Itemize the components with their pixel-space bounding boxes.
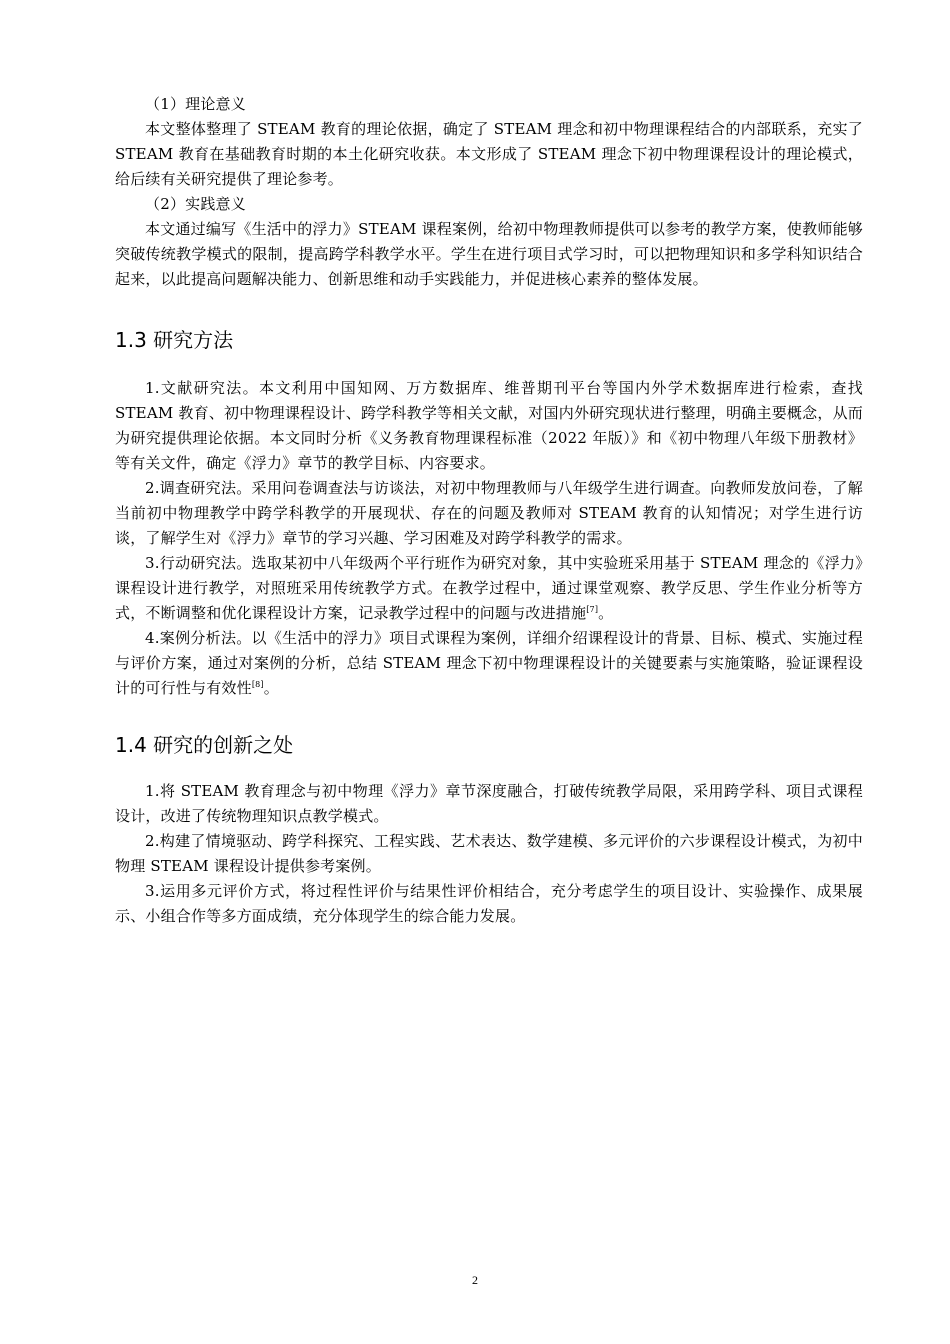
practice-significance-heading: （2）实践意义 [145,195,246,213]
method-action-research-text: 3.行动研究法。选取某初中八年级两个平行班作为研究对象，其中实验班采用基于 STEAM 理念的《浮力》课程设计进行教学，对照班采用传统教学方式。在教学过程中，通过课堂观察、教学反思、学生作业分析等方式，不断调整和优化课程设计方案，记录教学过程中的问题与改进措施 [115,554,863,622]
page-content [115,92,863,929]
innovation-item-3: 3.运用多元评价方式，将过程性评价与结果性评价相结合，充分考虑学生的项目设计、实验操作、成果展示、小组合作等多方面成绩，充分体现学生的综合能力发展。 [115,882,863,925]
section-heading-research-methods: 1.3 研究方法 [115,328,234,352]
citation-8: [8] [251,680,264,689]
method-case-study-end: 。 [263,679,279,697]
citation-7: [7] [586,605,599,614]
method-survey-paragraph: 2.调查研究法。采用问卷调查法与访谈法，对初中物理教师与八年级学生进行调查。向教师发放问卷，了解当前初中物理教学中跨学科教学的开展现状、存在的问题及教师对 STEAM 教育的认知情况；对学生进行访谈，了解学生对《浮力》章节的学习兴趣、学习困难及对跨学科教学的需求。 [115,479,863,547]
section-heading-innovations: 1.4 研究的创新之处 [115,733,294,757]
method-action-research-end: 。 [598,604,614,622]
innovation-item-1: 1.将 STEAM 教育理念与初中物理《浮力》章节深度融合，打破传统教学局限，采用跨学科、项目式课程设计，改进了传统物理知识点教学模式。 [115,782,863,825]
method-action-research-paragraph [115,551,863,626]
method-case-study-text: 4.案例分析法。以《生活中的浮力》项目式课程为案例，详细介绍课程设计的背景、目标、模式、实施过程与评价方案，通过对案例的分析，总结 STEAM 理念下初中物理课程设计的关键要素与实施策略，验证课程设计的可行性与有效性 [115,629,863,697]
theory-significance-paragraph: 本文整体整理了 STEAM 教育的理论依据，确定了 STEAM 理念和初中物理课程结合的内部联系，充实了 STEAM 教育在基础教育时期的本土化研究收获。本文形成了 STEAM 理念下初中物理课程设计的理论模式，给后续有关研究提供了理论参考。 [115,120,863,188]
innovation-item-2: 2.构建了情境驱动、跨学科探究、工程实践、艺术表达、数学建模、多元评价的六步课程设计模式，为初中物理 STEAM 课程设计提供参考案例。 [115,832,863,875]
theory-significance-heading: （1）理论意义 [145,95,246,113]
method-case-study-paragraph [115,626,863,701]
practice-significance-paragraph: 本文通过编写《生活中的浮力》STEAM 课程案例，给初中物理教师提供可以参考的教学方案，使教师能够突破传统教学模式的限制，提高跨学科教学水平。学生在进行项目式学习时，可以把物理知识和多学科知识结合起来，以此提高问题解决能力、创新思维和动手实践能力，并促进核心素养的整体发展。 [115,220,863,288]
page-number: 2 [472,1273,478,1287]
method-literature-paragraph: 1.文献研究法。本文利用中国知网、万方数据库、维普期刊平台等国内外学术数据库进行检索，查找 STEAM 教育、初中物理课程设计、跨学科教学等相关文献，对国内外研究现状进行整理，明确主要概念，从而为研究提供理论依据。本文同时分析《义务教育物理课程标准（2022 年版）》和《初中物理八年级下册教材》等有关文件，确定《浮力》章节的教学目标、内容要求。 [115,379,863,472]
